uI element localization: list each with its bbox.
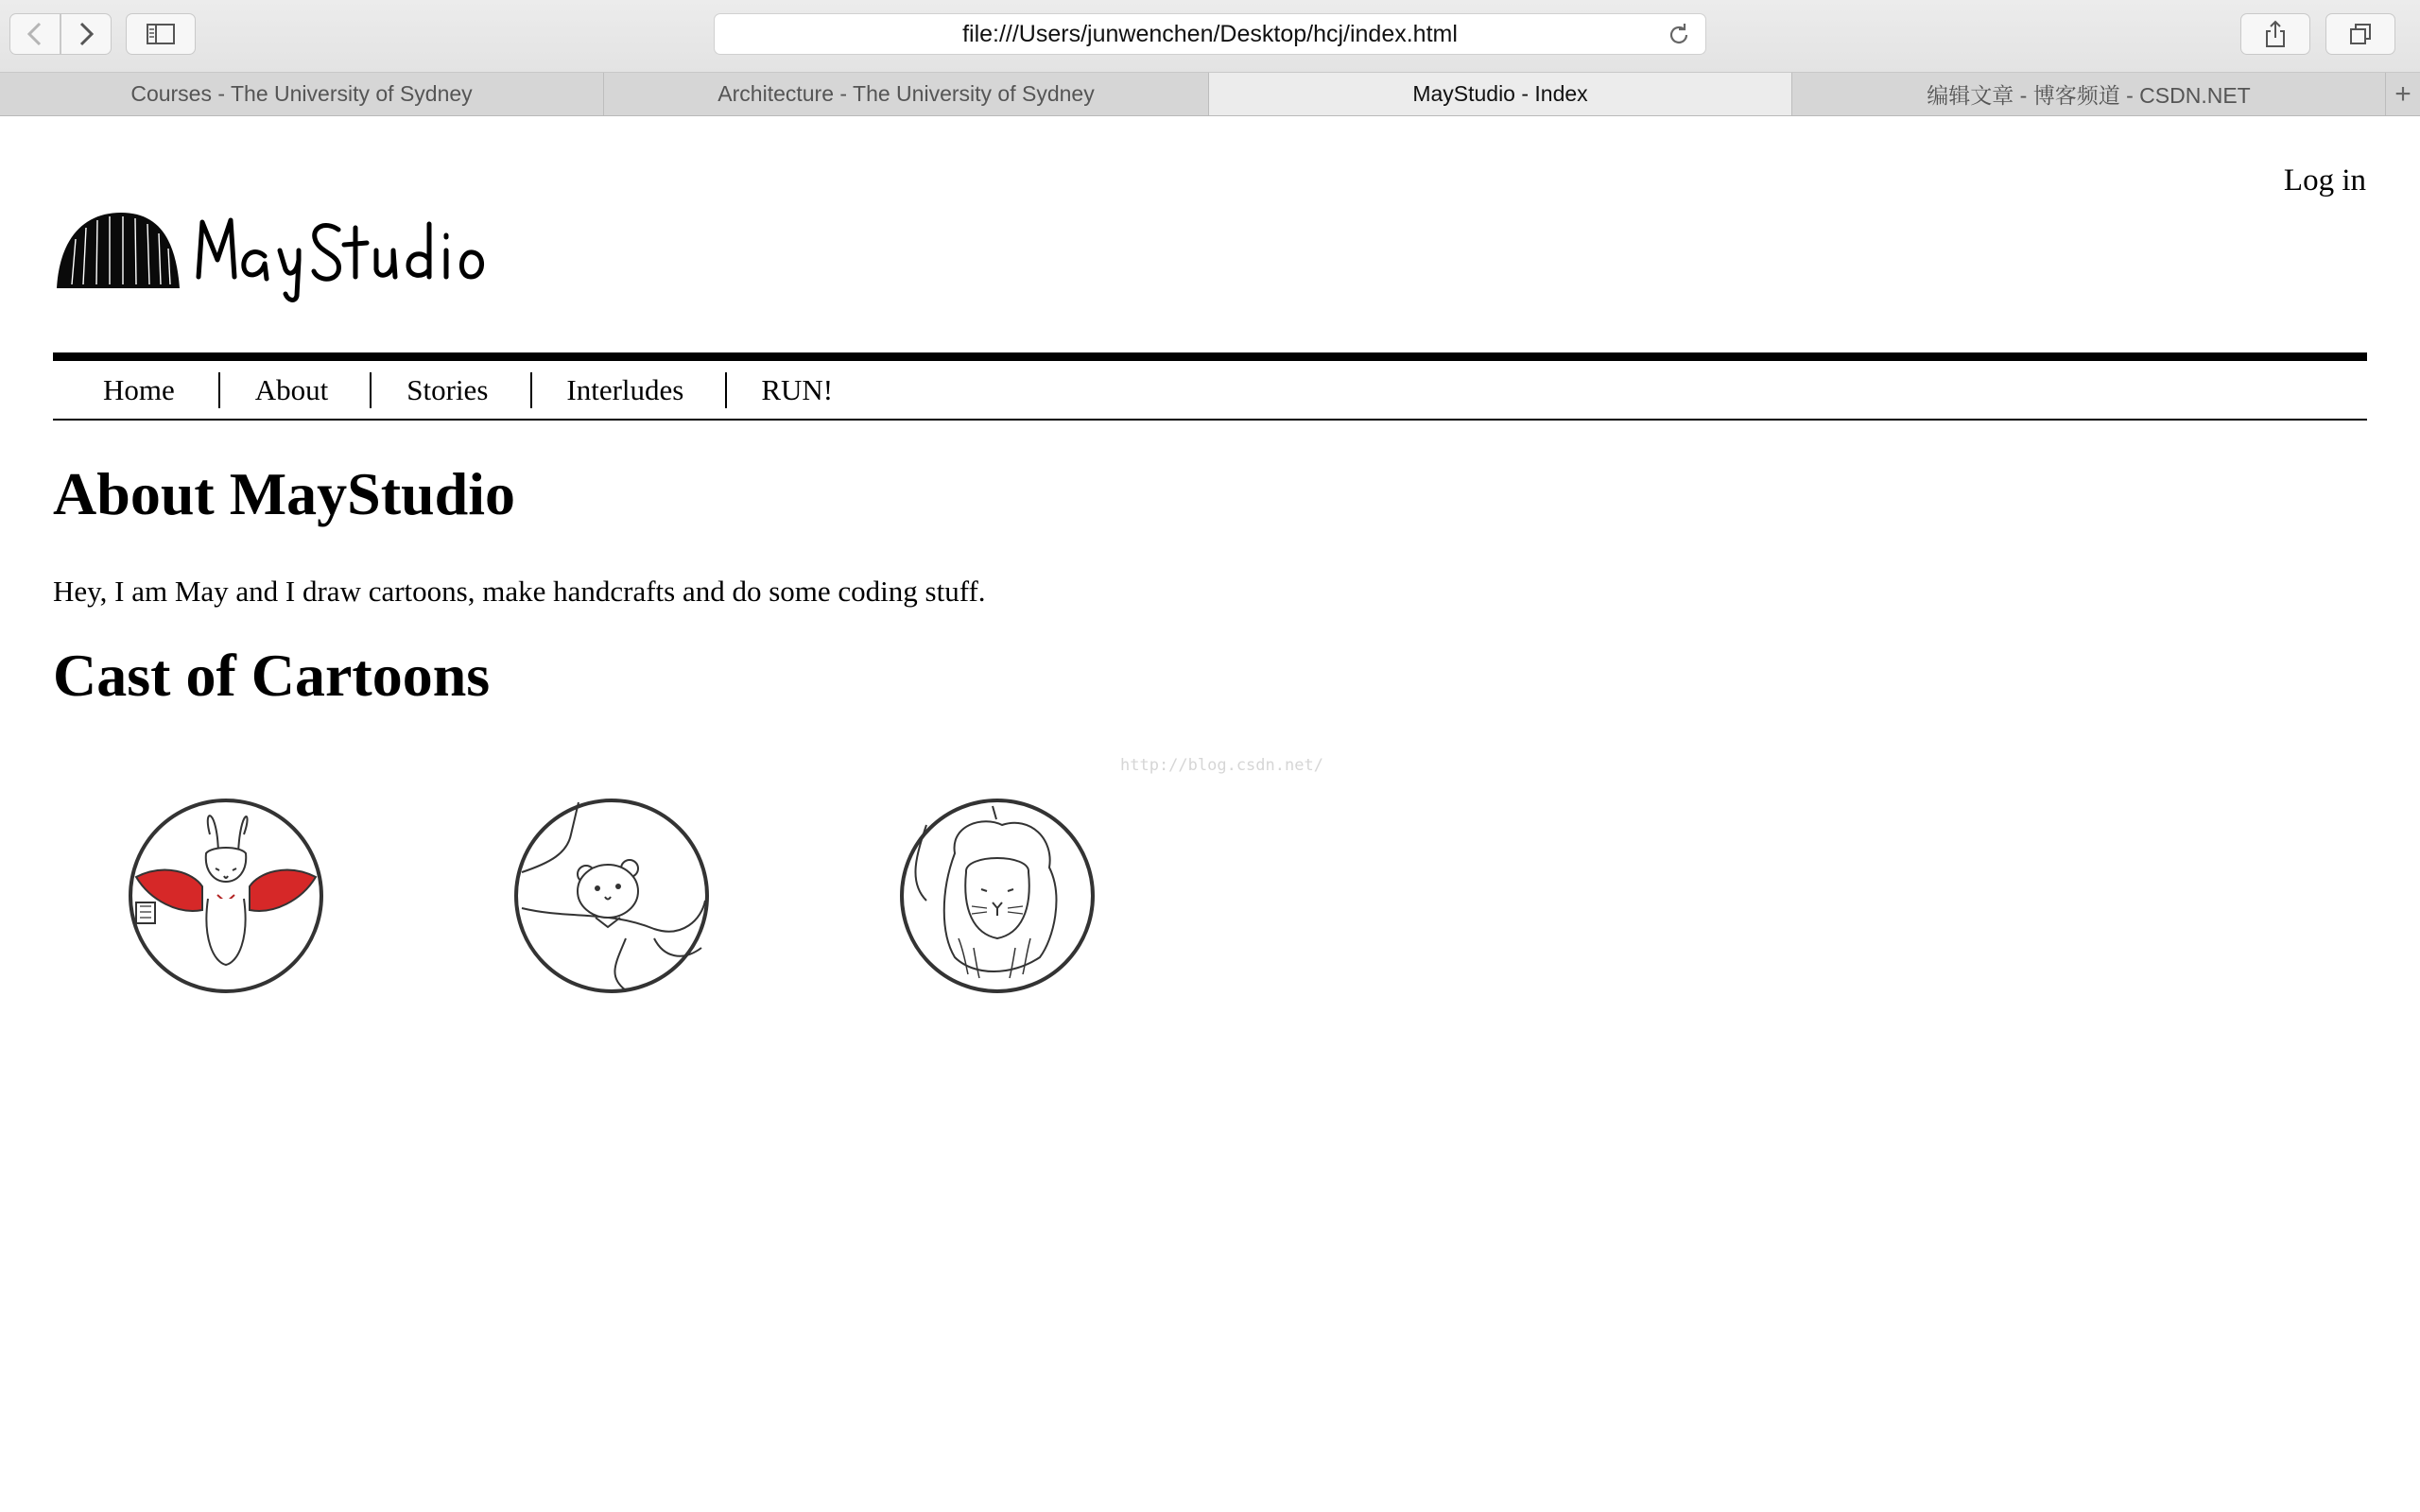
url-text: file:///Users/junwenchen/Desktop/hcj/index.html [962, 20, 1458, 47]
cast-lion[interactable] [898, 797, 1097, 995]
nav-list [53, 361, 833, 419]
nav-divider [725, 372, 727, 408]
sidebar-icon [146, 23, 176, 45]
browser-toolbar [0, 0, 2420, 73]
tab-bar [0, 73, 2420, 116]
tab-maystudio[interactable] [1209, 73, 1792, 115]
login-link[interactable]: Log in [2283, 163, 2366, 198]
nav-interludes[interactable]: Interludes [566, 372, 684, 406]
sidebar-button[interactable] [126, 13, 196, 55]
tab-architecture[interactable] [604, 73, 1209, 115]
forward-button[interactable] [60, 13, 112, 55]
page-title: About MayStudio [53, 460, 515, 527]
chevron-left-icon [25, 21, 45, 47]
cast-heading: Cast of Cartoons [53, 642, 491, 709]
web-page [0, 116, 2420, 1512]
nav-divider [370, 372, 372, 408]
nav-about[interactable]: About [254, 372, 329, 406]
nav-divider [530, 372, 532, 408]
address-bar[interactable] [714, 13, 1706, 55]
tabs-overview-button[interactable] [2325, 13, 2395, 55]
watermark-text: http://blog.csdn.net/ [1120, 756, 1323, 775]
nav-divider [218, 372, 220, 408]
share-icon [2264, 20, 2287, 48]
back-button[interactable] [9, 13, 60, 55]
nav-home[interactable]: Home [103, 372, 175, 406]
plus-icon: + [2394, 77, 2411, 110]
maystudio-logo[interactable] [55, 201, 490, 305]
tab-label: 编辑文章 - 博客频道 - CSDN.NET [1927, 83, 2251, 108]
tab-label: MayStudio - Index [1412, 81, 1588, 106]
tab-label: Courses - The University of Sydney [130, 81, 473, 106]
tab-courses[interactable] [0, 73, 604, 115]
share-button[interactable] [2240, 13, 2310, 55]
nav-run[interactable]: RUN! [761, 372, 834, 406]
main-navigation [53, 352, 2367, 421]
cast-vampire-bunny[interactable] [127, 797, 325, 995]
new-tab-button[interactable] [2386, 73, 2420, 115]
nav-stories[interactable]: Stories [406, 372, 489, 406]
cast-bear[interactable] [512, 797, 711, 995]
tabs-overview-icon [2348, 22, 2373, 46]
intro-text: Hey, I am May and I draw cartoons, make handcrafts and do some coding stuff. [53, 575, 986, 608]
chevron-right-icon [76, 21, 96, 47]
tab-label: Architecture - The University of Sydney [717, 81, 1095, 106]
reload-icon[interactable] [1666, 22, 1692, 48]
tab-csdn[interactable] [1792, 73, 2386, 115]
